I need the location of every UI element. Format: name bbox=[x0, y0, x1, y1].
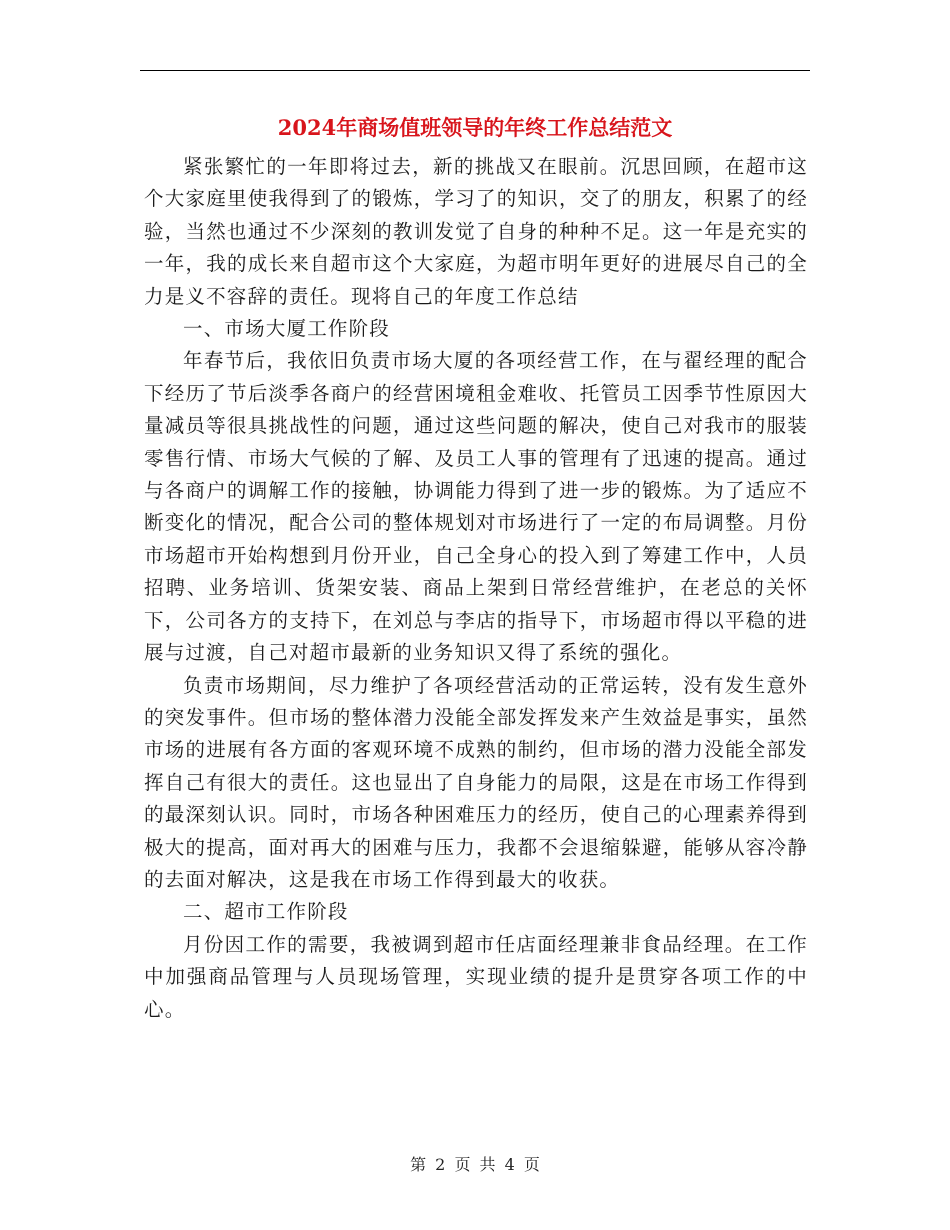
document-title: 2024年商场值班领导的年终工作总结范文 bbox=[277, 115, 673, 140]
header-rule bbox=[140, 70, 810, 71]
section-heading-market: 一、市场大厦工作阶段 bbox=[183, 317, 391, 341]
document-body bbox=[144, 151, 808, 1026]
section-heading-supermarket: 二、超市工作阶段 bbox=[183, 900, 349, 924]
paragraph-supermarket-work: 月份因工作的需要，我被调到超市任店面经理兼非食品经理。在工作中加强商品管理与人员现场管理，实现业绩的提升是贯穿各项工作的中心。 bbox=[144, 932, 808, 1021]
paragraph-intro: 紧张繁忙的一年即将过去，新的挑战又在眼前。沉思回顾，在超市这个大家庭里使我得到了的锻炼，学习了的知识，交了的朋友，积累了的经验，当然也通过不少深刻的教训发觉了自身的种种不足。这一年是充实的一年，我的成长来自超市这个大家庭，为超市明年更好的进展尽自己的全力是义不容辞的责任。现将自己的年度工作总结 bbox=[144, 155, 808, 308]
page-number: 第 2 页 共 4 页 bbox=[410, 1155, 540, 1174]
paragraph-market-reflection: 负责市场期间，尽力维护了各项经营活动的正常运转，没有发生意外的突发事件。但市场的整体潜力没能全部发挥发来产生效益是事实，虽然市场的进展有各方面的客观环境不成熟的制约，但市场的潜力没能全部发挥自己有很大的责任。这也显出了自身能力的局限，这是在市场工作得到的最深刻认识。同时，市场各种困难压力的经历，使自己的心理素养得到极大的提高，面对再大的困难与压力，我都不会退缩躲避，能够从容冷静的去面对解决，这是我在市场工作得到最大的收获。 bbox=[144, 673, 808, 891]
paragraph-market-work: 年春节后，我依旧负责市场大厦的各项经营工作，在与翟经理的配合下经历了节后淡季各商户的经营困境租金难收、托管员工因季节性原因大量减员等很具挑战性的问题，通过这些问题的解决，使自己对我市的服装零售行情、市场大气候的了解、及员工人事的管理有了迅速的提高。通过与各商户的调解工作的接触，协调能力得到了进一步的锻炼。为了适应不断变化的情况，配合公司的整体规划对市场进行了一定的布局调整。月份市场超市开始构想到月份开业，自己全身心的投入到了筹建工作中，人员招聘、业务培训、货架安装、商品上架到日常经营维护，在老总的关怀下，公司各方的支持下，在刘总与李店的指导下，市场超市得以平稳的进展与过渡，自己对超市最新的业务知识又得了系统的强化。 bbox=[144, 349, 808, 665]
